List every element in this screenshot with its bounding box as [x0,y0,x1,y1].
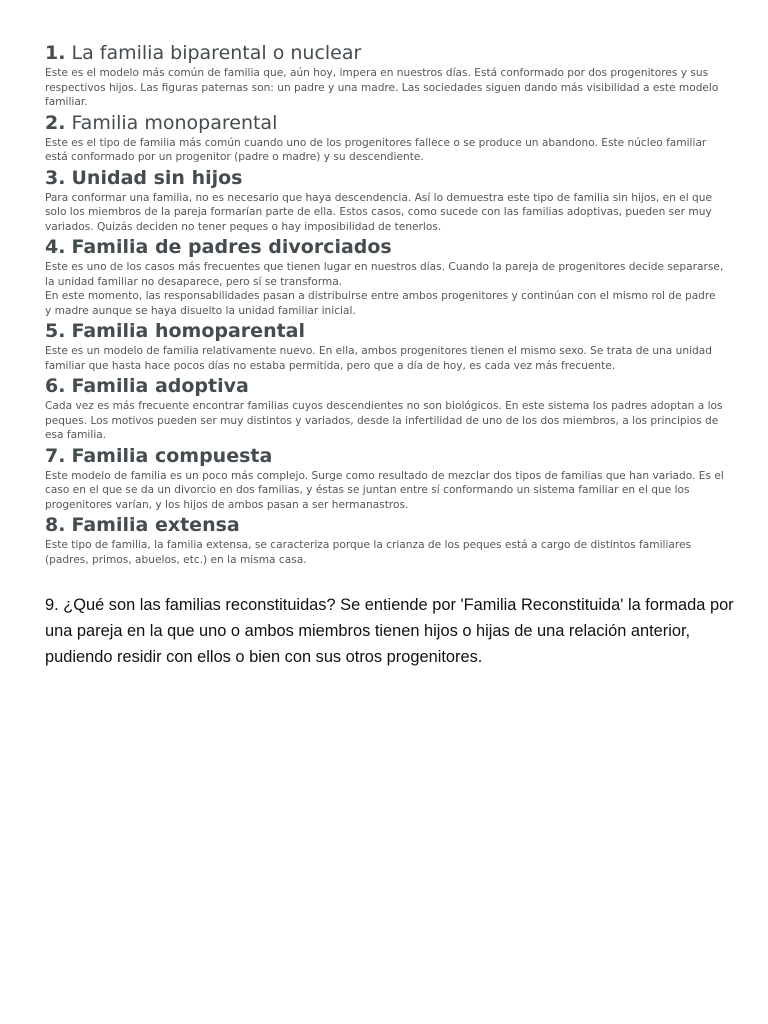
section-heading [45,373,725,399]
section-homoparental-family [45,318,725,373]
section-paragraph: Este es el tipo de familia más común cuando uno de los progenitores fallece o se produce un abandono. Este núcleo familiar está conformado por un progenitor (padre o madre) y su descendiente. [45,136,707,163]
document-page [45,40,725,567]
section-composite-family [45,443,725,513]
section-title: Familia de padres divorciados [71,236,392,258]
section-title: Familia monoparental [71,111,278,134]
section-number: 7. [45,444,66,467]
section-number: 6. [45,375,66,397]
section-paragraph: Este es un modelo de familia relativamente nuevo. En ella, ambos progenitores tienen el mismo sexo. Se trata de una unidad familiar que hasta hace pocos días no estaba permitida, pero que a día de hoy, es cada vez más frecuente. [45,345,712,372]
section-title: Familia adoptiva [71,375,249,397]
section-paragraph: Este es el modelo más común de familia que, aún hoy, impera en nuestros días. Está conformado por dos progenitores y sus respectivos hijos. Las figuras paternas son: un padre y una madre. Las sociedades siguen dando más visibilidad a este modelo familiar. [45,67,719,108]
section-paragraph: Este modelo de familia es un poco más complejo. Surge como resultado de mezclar dos tipos de familias que han variado. Es el caso en el que se da un divorcio en dos familias, y éstas se juntan entre sí conformando un sistema familiar en el que los progenitores varían, y los hijos de ambos pasan a ser hermanastros. [45,469,724,511]
section-number: 3. [45,166,66,189]
section-adoptive-family [45,373,725,443]
section-number: 5. [45,320,66,342]
question-reconstituted-families: 9. ¿Qué son las familias reconstituidas? Se entiende por 'Familia Reconstituida' la formada por una pareja en la que uno o ambos miembros tienen hijos o hijas de una relación anterior, pudiendo residir con ellos o bien con sus otros progenitores. [45,596,734,666]
section-heading [45,443,725,469]
section-paragraph: Este es uno de los casos más frecuentes que tienen lugar en nuestros días. Cuando la pareja de progenitores decide separarse, la unidad familiar no desaparece, pero sí se transforma. [45,261,724,288]
section-number: 1. [45,42,66,64]
section-number: 4. [45,236,66,258]
section-heading [45,165,725,191]
section-title: Unidad sin hijos [71,166,243,189]
section-heading [45,234,725,260]
section-divorced-parents-family [45,234,725,318]
section-single-parent-family [45,110,725,165]
section-title: Familia homoparental [71,320,306,342]
section-paragraph: Para conformar una familia, no es necesario que haya descendencia. Así lo demuestra este tipo de familia sin hijos, en el que solo los miembros de la pareja formarían parte de ella. Estos casos, como sucede con las familias adoptivas, pueden ser muy variados. Quizás deciden no tener peques o hay imposibilidad de tenerlos. [45,191,712,233]
section-number: 2. [45,111,66,134]
section-title: Familia extensa [71,514,240,536]
section-childless-unit [45,165,725,235]
section-heading [45,512,725,538]
section-number: 8. [45,514,66,536]
section-paragraph: Este tipo de familia, la familia extensa, se caracteriza porque la crianza de los peques está a cargo de distintos familiares (padres, primos, abuelos, etc.) en la misma casa. [45,539,692,566]
section-heading [45,318,725,344]
section-heading [45,110,725,136]
section-title: Familia compuesta [71,444,273,467]
section-heading [45,40,725,66]
section-nuclear-family [45,40,725,110]
section-title: La familia biparental o nuclear [71,42,362,64]
section-extended-family [45,512,725,567]
section-paragraph: En este momento, las responsabilidades pasan a distribuirse entre ambos progenitores y continúan con el mismo rol de padre y madre aunque se haya disuelto la unidad familiar inicial. [45,290,716,317]
section-paragraph: Cada vez es más frecuente encontrar familias cuyos descendientes no son biológicos. En este sistema los padres adoptan a los peques. Los motivos pueden ser muy distintos y variados, desde la infertilidad de uno de los dos miembros, a los principios de esa familia. [45,400,723,441]
